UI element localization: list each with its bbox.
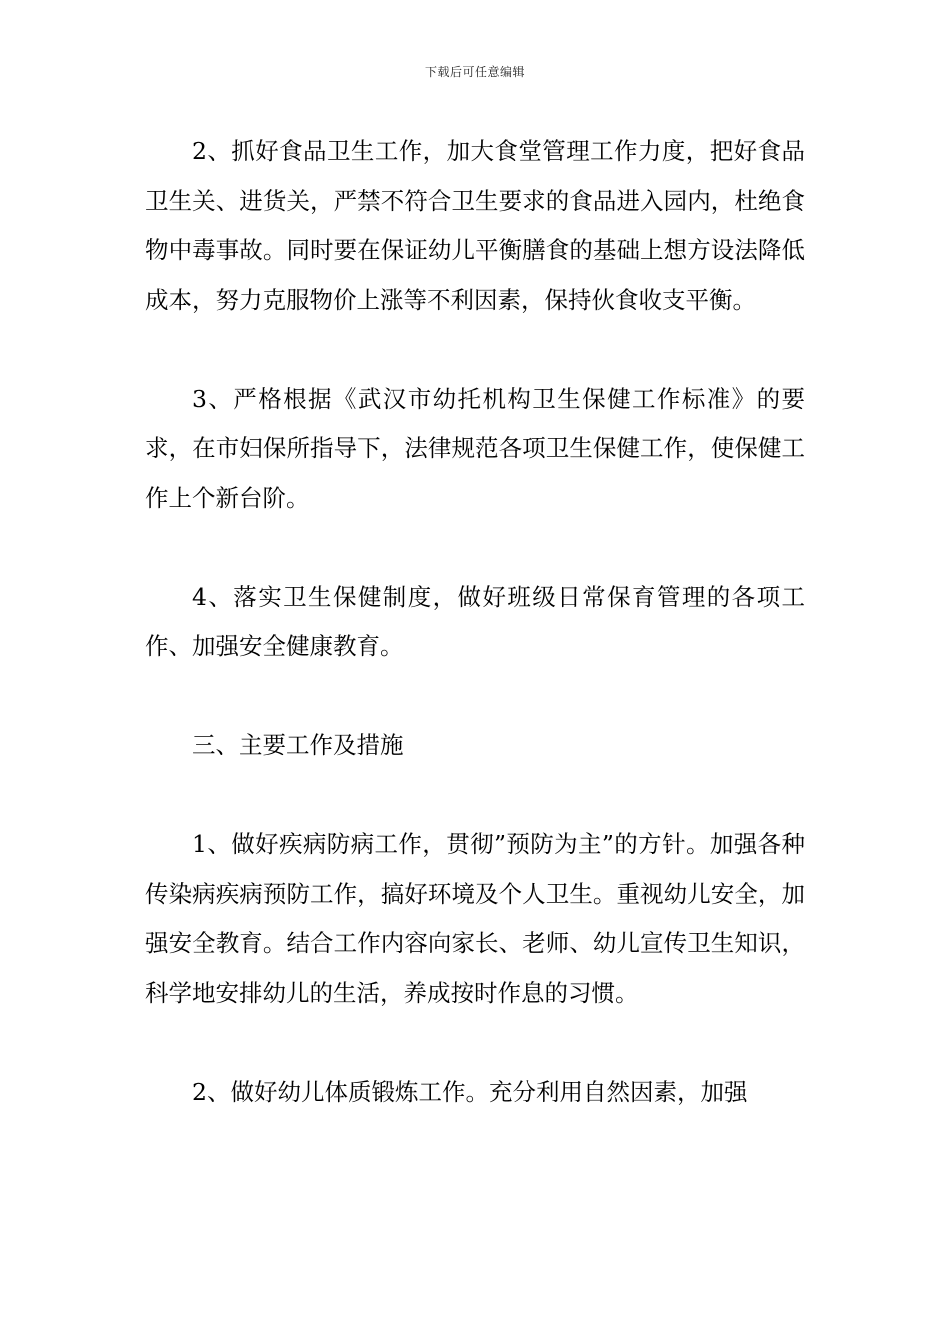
paragraph-food-hygiene: 2、抓好食品卫生工作，加大食堂管理工作力度，把好食品卫生关、进货关，严禁不符合卫生要求的食品进入园内，杜绝食物中毒事故。同时要在保证幼儿平衡膳食的基础上想方设法降低成本，努力克服物价上涨等不利因素，保持伙食收支平衡。 (145, 137, 805, 314)
paragraph-health-standards: 3、严格根据《武汉市幼托机构卫生保健工作标准》的要求，在市妇保所指导下，法律规范各项卫生保健工作，使保健工作上个新台阶。 (145, 384, 805, 512)
paragraph-physical-exercise: 2、做好幼儿体质锻炼工作。充分利用自然因素，加强 (192, 1077, 748, 1106)
paragraph-health-system: 4、落实卫生保健制度，做好班级日常保育管理的各项工作、加强安全健康教育。 (145, 582, 805, 660)
section-heading-main-work: 三、主要工作及措施 (192, 731, 404, 759)
paragraph-disease-prevention: 1、做好疾病防病工作，贯彻”预防为主”的方针。加强各种传染病疾病预防工作，搞好环境及个人卫生。重视幼儿安全，加强安全教育。结合工作内容向家长、老师、幼儿宣传卫生知识，科学地安排幼儿的生活，养成按时作息的习惯。 (145, 830, 805, 1007)
page-header: 下载后可任意编辑 (424, 65, 525, 79)
document-body (145, 127, 805, 1117)
